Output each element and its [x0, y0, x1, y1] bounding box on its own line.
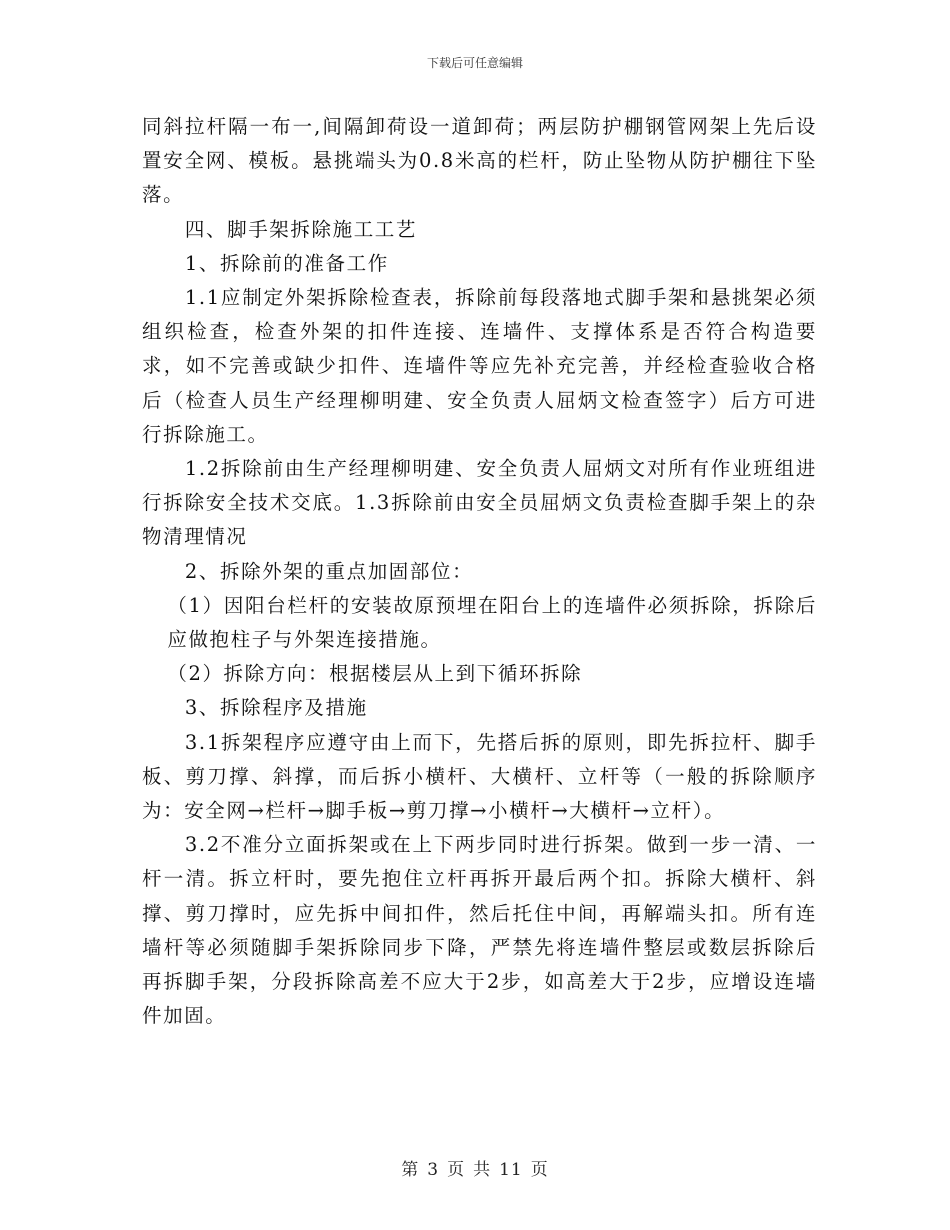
list-item-1: （1）因阳台栏杆的安装故原预埋在阳台上的连墙件必须拆除，拆除后应做抱柱子与外架连接措施。: [167, 593, 817, 652]
current-page-number: 3: [427, 1160, 440, 1180]
paragraph-1-2: 1.2拆除前由生产经理柳明建、安全负责人屈炳文对所有作业班组进行拆除安全技术交底。1.3拆除前由安全员屈炳文负责检查脚手架上的杂物清理情况: [142, 457, 817, 549]
footer-prefix: 第: [401, 1160, 420, 1180]
paragraph-3-2: 3.2不准分立面拆架或在上下两步同时进行拆架。做到一步一清、一杆一清。拆立杆时，要先抱住立杆再拆开最后两个扣。拆除大横杆、斜撑、剪刀撑时，应先拆中间扣件，然后托住中间，再解端头扣。所有连墙杆等必须随脚手架拆除同步下降，严禁先将连墙件整层或数层拆除后再拆脚手架，分段拆除高差不应大于2步，如高差大于2步，应增设连墙件加固。: [142, 833, 817, 1028]
subsection-heading-preparation: 1、拆除前的准备工作: [184, 251, 389, 275]
section-heading-demolition: 四、脚手架拆除施工工艺: [184, 217, 417, 241]
document-body: [142, 110, 817, 1033]
footer-page-word: 页: [447, 1160, 466, 1180]
page-header: 下载后可任意编辑: [426, 56, 523, 70]
list-item-2: （2）拆除方向：根据楼层从上到下循环拆除: [167, 662, 583, 686]
total-pages-number: 11: [499, 1160, 523, 1180]
paragraph-continuation: 同斜拉杆隔一布一,间隔卸荷设一道卸荷；两层防护棚钢管网架上先后设置安全网、模板。悬挑端头为0.8米高的栏杆，防止坠物从防护棚往下坠落。: [142, 115, 817, 207]
paragraph-1-1: 1.1应制定外架拆除检查表，拆除前每段落地式脚手架和悬挑架必须组织检查，检查外架的扣件连接、连墙件、支撑体系是否符合构造要求，如不完善或缺少扣件、连墙件等应先补充完善，并经检查验收合格后（检查人员生产经理柳明建、安全负责人屈炳文检查签字）后方可进行拆除施工。: [142, 286, 817, 446]
footer-total-word: 共: [473, 1160, 492, 1180]
subsection-heading-procedure: 3、拆除程序及措施: [184, 696, 368, 720]
footer-suffix: 页: [530, 1160, 549, 1180]
paragraph-3-1: 3.1拆架程序应遵守由上而下，先搭后拆的原则，即先拆拉杆、脚手板、剪刀撑、斜撑，而后拆小横杆、大横杆、立杆等（一般的拆除顺序为：安全网→栏杆→脚手板→剪刀撑→小横杆→大横杆→立杆）。: [142, 730, 817, 823]
page-footer: [0, 1155, 950, 1180]
subsection-heading-reinforcement: 2、拆除外架的重点加固部位：: [184, 559, 474, 583]
